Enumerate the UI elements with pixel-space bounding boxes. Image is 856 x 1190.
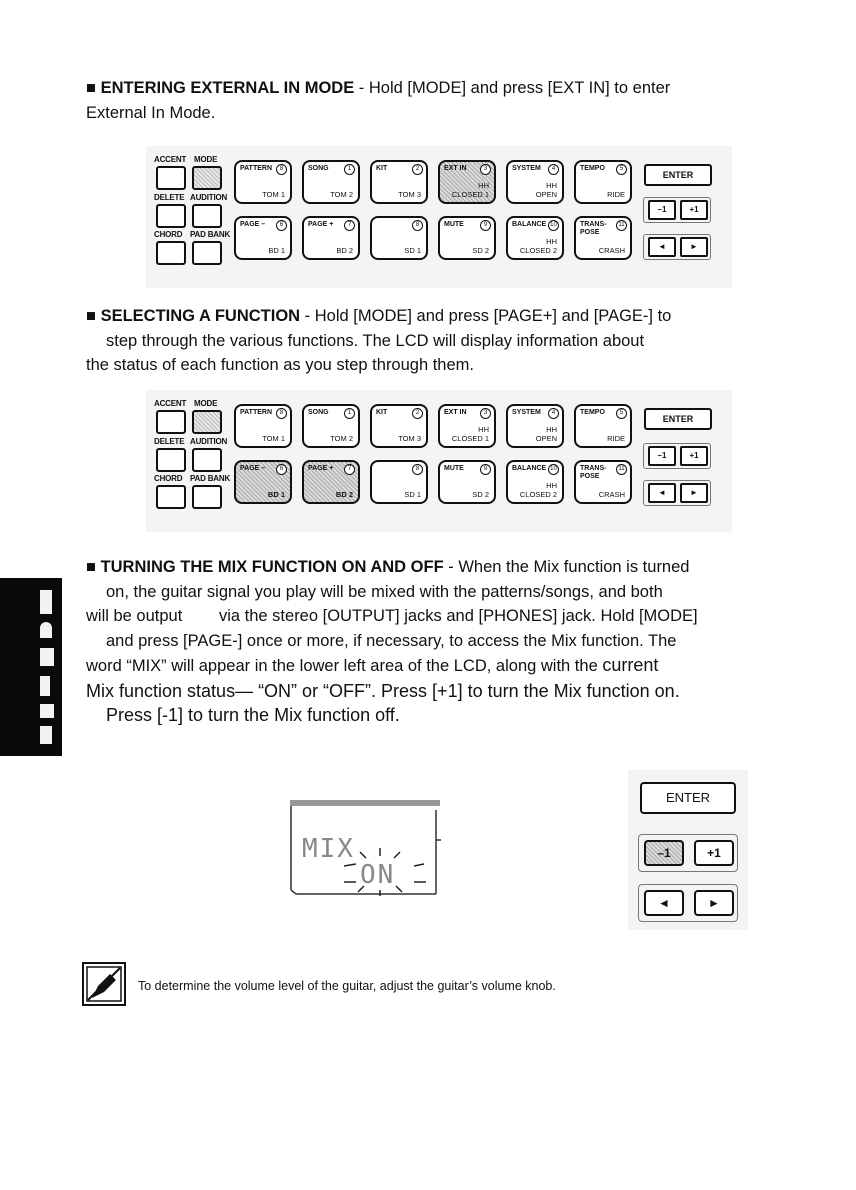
- pad-tempo[interactable]: [574, 160, 632, 204]
- pad-song[interactable]: [302, 160, 360, 204]
- side-chapter-tab: [0, 578, 62, 756]
- pad-title: SONG: [308, 165, 329, 172]
- pad-title: TEMPO: [580, 165, 605, 172]
- pad-title: EXT IN: [444, 409, 467, 416]
- pad-song[interactable]: [302, 404, 360, 448]
- section-body: step through the various functions. The LCD will display information about: [106, 331, 645, 350]
- pad-sub: RIDE: [607, 434, 625, 443]
- pad-sub: RIDE: [607, 190, 625, 199]
- delete-button[interactable]: [156, 448, 186, 472]
- pad-title: BALANCE: [512, 465, 547, 472]
- section-select-function: ■ SELECTING A FUNCTION - Hold [MODE] and press [PAGE+] and [PAGE-] to step through the various functions. The LCD will display information about the status of each function as you step through them.: [86, 304, 766, 378]
- section-title: ENTERING EXTERNAL IN MODE: [100, 79, 355, 97]
- audition-button[interactable]: [192, 448, 222, 472]
- pad-sub: HH OPEN: [535, 425, 557, 443]
- pad-number: 8: [412, 464, 423, 475]
- right-arrow-icon[interactable]: ►: [694, 890, 734, 916]
- delete-label: DELETE: [154, 437, 185, 446]
- pad-balance[interactable]: [506, 216, 564, 260]
- pad-sub: SD 2: [472, 490, 489, 499]
- pad-number: 2: [412, 408, 423, 419]
- tab-glyph: [40, 676, 50, 696]
- pad-sub: BD 1: [267, 490, 285, 499]
- pad-sub: HH CLOSED 1: [451, 181, 489, 199]
- pad-sub: TOM 2: [330, 190, 353, 199]
- pad-sub: TOM 2: [330, 434, 353, 443]
- pad-sub: CRASH: [598, 246, 625, 255]
- enter-button[interactable]: ENTER: [644, 164, 712, 186]
- pad-system[interactable]: [506, 160, 564, 204]
- note-icon: [82, 962, 126, 1006]
- pad-sd1[interactable]: [370, 460, 428, 504]
- pad-bank-label: PAD BANK: [190, 474, 231, 483]
- pad-bank-button[interactable]: [192, 485, 222, 509]
- pad-number: 7: [344, 220, 355, 231]
- pad-title: PATTERN: [240, 165, 273, 172]
- pad-title: MUTE: [444, 221, 464, 228]
- pad-mute[interactable]: [438, 216, 496, 260]
- pad-pattern[interactable]: [234, 404, 292, 448]
- pad-title: KIT: [376, 165, 388, 172]
- left-arrow-icon[interactable]: ◄: [648, 483, 676, 503]
- tab-glyph: [40, 590, 52, 614]
- pad-page-minus[interactable]: [234, 460, 292, 504]
- chord-button[interactable]: [156, 241, 186, 265]
- pad-system[interactable]: [506, 404, 564, 448]
- pad-title: PAGE +: [308, 465, 334, 472]
- pad-number: 4: [548, 408, 559, 419]
- accent-button[interactable]: [156, 166, 186, 190]
- pad-mute[interactable]: [438, 460, 496, 504]
- minus-one-button[interactable]: –1: [648, 200, 676, 220]
- pad-sub: HH CLOSED 2: [519, 237, 557, 255]
- pad-number: 8: [276, 164, 287, 175]
- pad-sub: BD 2: [336, 246, 353, 255]
- pad-number: 6: [276, 464, 287, 475]
- pad-title: SONG: [308, 409, 329, 416]
- section-title: TURNING THE MIX FUNCTION ON AND OFF: [100, 558, 444, 576]
- pad-title: TRANS- POSE: [580, 465, 607, 480]
- section-body: and press [PAGE-] once or more, if necessary, to access the Mix function. The: [106, 631, 677, 650]
- section-body: Press [-1] to turn the Mix function off.: [106, 705, 400, 725]
- pad-kit[interactable]: [370, 160, 428, 204]
- pad-page-plus[interactable]: [302, 216, 360, 260]
- pad-transpose[interactable]: [574, 460, 632, 504]
- pad-sub: HH CLOSED 1: [451, 425, 489, 443]
- tab-glyph: [40, 704, 54, 718]
- large-control-cluster: [628, 770, 748, 930]
- section-body: word “MIX” will appear in the lower left area of the LCD, along with the: [86, 657, 603, 675]
- section-body: will be output via the stereo [OUTPUT] jacks and [PHONES] jack. Hold [MODE]: [86, 607, 698, 625]
- pad-number: 3: [480, 164, 491, 175]
- pad-sub: BD 2: [335, 490, 353, 499]
- pad-number: 5: [616, 408, 627, 419]
- audition-label: AUDITION: [190, 437, 228, 446]
- pad-number: 8: [276, 408, 287, 419]
- section-body: Mix function status— “ON” or “OFF”. Press [+1] to turn the Mix function on.: [86, 680, 680, 701]
- pad-bank-label: PAD BANK: [190, 230, 231, 239]
- pad-number: 1: [344, 408, 355, 419]
- minus-one-button[interactable]: –1: [644, 840, 684, 866]
- pad-number: 7: [344, 464, 355, 475]
- pad-balance[interactable]: [506, 460, 564, 504]
- pad-number: 2: [412, 164, 423, 175]
- pad-title: PAGE –: [240, 221, 266, 228]
- enter-button[interactable]: ENTER: [644, 408, 712, 430]
- accent-label: ACCENT: [154, 155, 187, 164]
- pad-sub: TOM 1: [262, 434, 285, 443]
- pad-number: 3: [480, 408, 491, 419]
- pad-number: 1: [344, 164, 355, 175]
- pad-title: SYSTEM: [512, 409, 541, 416]
- section-mix-function: ■ TURNING THE MIX FUNCTION ON AND OFF - When the Mix function is turned on, the guitar signal you play will be mixed with the patterns/songs, and both will be output via the stereo [OUTPUT] jacks and [PHONES] jack. Hold [MODE] and press [PAGE-] once or more, if necessary, to access the Mix function. The word “MIX” will appear in the lower left area of the LCD, along with the current Mix function status— “ON” or “OFF”. Press [+1] to turn the Mix function on. Press [-1] to turn the Mix function off.: [86, 555, 766, 728]
- left-arrow-icon[interactable]: ◄: [648, 237, 676, 257]
- accent-label: ACCENT: [154, 399, 187, 408]
- pad-title: PATTERN: [240, 409, 273, 416]
- pad-number: 6: [276, 220, 287, 231]
- delete-button[interactable]: [156, 204, 186, 228]
- pad-transpose[interactable]: [574, 216, 632, 260]
- pad-number: 5: [616, 164, 627, 175]
- enter-button[interactable]: ENTER: [640, 782, 736, 814]
- plus-one-button[interactable]: +1: [680, 446, 708, 466]
- pad-title: SYSTEM: [512, 165, 541, 172]
- pad-number: 8: [412, 220, 423, 231]
- pad-title: TRANS- POSE: [580, 221, 607, 236]
- right-arrow-icon[interactable]: ►: [680, 483, 708, 503]
- pad-title: TEMPO: [580, 409, 605, 416]
- pad-sd1[interactable]: [370, 216, 428, 260]
- lcd-display: [290, 800, 442, 896]
- note-text: To determine the volume level of the guitar, adjust the guitar’s volume knob.: [138, 979, 556, 993]
- audition-label: AUDITION: [190, 193, 228, 202]
- pad-sub: SD 2: [472, 246, 489, 255]
- pad-pattern[interactable]: [234, 160, 292, 204]
- tab-glyph: [40, 622, 52, 638]
- pad-sub: TOM 3: [398, 190, 421, 199]
- right-arrow-icon[interactable]: ►: [680, 237, 708, 257]
- delete-label: DELETE: [154, 193, 185, 202]
- pad-kit[interactable]: [370, 404, 428, 448]
- pad-number: 10: [548, 220, 559, 231]
- section-body: - Hold [MODE] and press [EXT IN] to enter: [354, 79, 671, 97]
- chord-label: CHORD: [154, 474, 183, 483]
- pad-number: 10: [548, 464, 559, 475]
- pad-title: EXT IN: [444, 165, 467, 172]
- pad-title: KIT: [376, 409, 388, 416]
- pad-number: 11: [616, 464, 627, 475]
- plus-one-button[interactable]: +1: [694, 840, 734, 866]
- section-body: current: [602, 655, 659, 675]
- chord-button[interactable]: [156, 485, 186, 509]
- mode-button[interactable]: [192, 410, 222, 434]
- pad-number: 4: [548, 164, 559, 175]
- pad-sub: TOM 1: [262, 190, 285, 199]
- pad-sub: SD 1: [404, 246, 421, 255]
- tab-glyph: [40, 648, 54, 666]
- section-title: SELECTING A FUNCTION: [100, 307, 301, 325]
- section-body: on, the guitar signal you play will be mixed with the patterns/songs, and both: [106, 582, 663, 601]
- mode-label: MODE: [194, 399, 218, 408]
- plus-one-button[interactable]: +1: [680, 200, 708, 220]
- section-body: External In Mode.: [86, 103, 216, 122]
- pad-page-minus[interactable]: [234, 216, 292, 260]
- pad-title: MUTE: [444, 465, 464, 472]
- pad-number: 9: [480, 464, 491, 475]
- pad-ext-in[interactable]: [438, 404, 496, 448]
- accent-button[interactable]: [156, 410, 186, 434]
- section-body: - Hold [MODE] and press [PAGE+] and [PAGE-] to: [300, 307, 672, 325]
- left-arrow-icon[interactable]: ◄: [644, 890, 684, 916]
- pad-ext-in[interactable]: [438, 160, 496, 204]
- pad-title: PAGE +: [308, 221, 334, 228]
- section-body: - When the Mix function is turned: [443, 558, 690, 576]
- chord-label: CHORD: [154, 230, 183, 239]
- lcd-mix-text: MIX: [302, 834, 355, 864]
- section-external-in: ■ ENTERING EXTERNAL IN MODE - Hold [MODE] and press [EXT IN] to enter External In Mode.: [86, 76, 766, 125]
- section-body: the status of each function as you step through them.: [86, 356, 474, 374]
- mode-label: MODE: [194, 155, 218, 164]
- pad-sub: HH CLOSED 2: [519, 481, 557, 499]
- pad-number: 9: [480, 220, 491, 231]
- pad-sub: SD 1: [404, 490, 421, 499]
- pad-title: BALANCE: [512, 221, 547, 228]
- control-panel-select-function: [146, 390, 732, 532]
- pad-tempo[interactable]: [574, 404, 632, 448]
- audition-button[interactable]: [192, 204, 222, 228]
- minus-one-button[interactable]: –1: [648, 446, 676, 466]
- pad-bank-button[interactable]: [192, 241, 222, 265]
- mode-button[interactable]: [192, 166, 222, 190]
- pad-sub: TOM 3: [398, 434, 421, 443]
- tab-glyph: [40, 726, 52, 744]
- pad-title: PAGE –: [240, 465, 266, 472]
- lcd-status-text: ON: [360, 860, 396, 890]
- pad-sub: HH OPEN: [535, 181, 557, 199]
- pad-sub: BD 1: [268, 246, 285, 255]
- pad-number: 11: [616, 220, 627, 231]
- control-panel-ext-in: [146, 146, 732, 288]
- pad-sub: CRASH: [598, 490, 625, 499]
- pad-page-plus[interactable]: [302, 460, 360, 504]
